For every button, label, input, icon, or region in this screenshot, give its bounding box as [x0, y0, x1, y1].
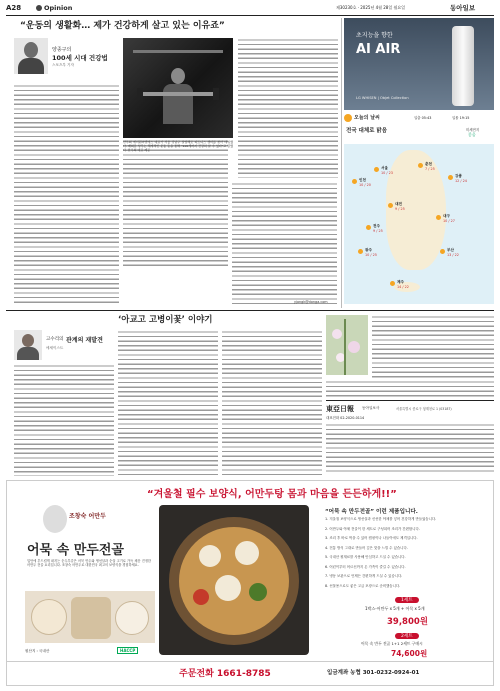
- page-number: A28: [6, 4, 22, 12]
- weather-city-temp: 9 / 25: [395, 207, 405, 211]
- ad-banner: [7, 481, 494, 503]
- author-photo: [14, 38, 48, 74]
- notice-address: 서울특별시 종로구 청계천로 1 (03187): [396, 407, 452, 411]
- sun-icon: [388, 203, 393, 208]
- column1-body-d: [238, 38, 338, 178]
- sun-icon: [436, 215, 441, 220]
- sunrise: 일출 05:43: [414, 116, 432, 120]
- notice-masthead: 東亞日報: [326, 405, 354, 413]
- weather-city-temp: 10 / 20: [359, 183, 371, 187]
- weather-city-name: 대구: [443, 214, 450, 218]
- set2-price: 74,600원: [391, 649, 428, 658]
- weather-city-name: 대전: [395, 202, 402, 206]
- ad-title: 어묵 속 만두전골: [27, 543, 124, 558]
- weather-city-name: 인천: [359, 178, 366, 182]
- weather-city-name: 제주: [397, 280, 404, 284]
- order-phone[interactable]: 주문전화 1661-8785: [179, 669, 271, 679]
- product-photo-left: [25, 591, 155, 643]
- weather-city-temp: 10 / 23: [381, 171, 393, 175]
- lg-ad[interactable]: [344, 18, 494, 110]
- hotpot-photo: [159, 505, 309, 655]
- notice-box: [326, 400, 494, 476]
- author2-name: 고수리의: [46, 337, 64, 342]
- ad-feature-item: 6. 어린이부터 어르신까지 온 가족이 즐길 수 있습니다.: [325, 564, 406, 569]
- weather-city-name: 전주: [373, 224, 380, 228]
- weather-city: [388, 202, 428, 216]
- sun-icon: [448, 175, 453, 180]
- dust-label: 미세먼지: [466, 128, 480, 132]
- lg-ad-tagline: 초지능을 향한: [356, 32, 393, 39]
- weather-city-temp: 9 / 25: [373, 229, 383, 233]
- series2-name: 관계의 재발견: [66, 337, 103, 344]
- ad-banner-text: “겨울철 필수 보양식, 어만두탕 몸과 마음을 든든하게!!”: [147, 489, 397, 500]
- sunset: 일몰 19:15: [452, 116, 470, 120]
- author2-role: 에세이스트: [46, 346, 64, 350]
- ad-origin: 원산지 : 국내산: [25, 649, 50, 653]
- weather-city-name: 서울: [381, 166, 388, 170]
- ad-subtitle: “어묵 속 만두전골” 이런 제품입니다.: [325, 509, 418, 515]
- notice-body: [326, 423, 494, 475]
- weather-city-name: 부산: [447, 248, 454, 252]
- column2-body-a: [14, 364, 114, 476]
- ad-feature-item: 2. 어만두와 야채 전골이 한 세트로 구성되어 조리가 간편합니다.: [325, 526, 420, 531]
- section-rule-1: [6, 310, 494, 311]
- air-purifier-image: [452, 26, 474, 106]
- weather-subtitle: 전국 대체로 맑음: [346, 128, 388, 134]
- flower-photo: [326, 315, 368, 375]
- column2-body-d: [372, 315, 494, 385]
- weather-city: [436, 214, 476, 228]
- set1-box[interactable]: [347, 597, 477, 631]
- weather-city-name: 광주: [365, 248, 372, 252]
- set2-box[interactable]: [347, 633, 477, 661]
- gym-photo-caption: 한우희 에이원씨엔에스 대표가 서울 강남구 실업해로 피트니스 센터를 찾아 데뷔했다. 배회문 상무는 체계적인 운동 등을 통해 "100세까지 건강히 살 수 있다"고 말했다. 한우희 대표 제공: [123, 140, 233, 153]
- column2-body-b: [118, 330, 218, 476]
- haccp-badge: HACCP: [117, 647, 138, 654]
- section-icon: [36, 5, 42, 11]
- ad-feature-item: 1. 겨울철 보양식으로 생선살과 신선한 야채를 넣어 건강하게 만들었습니다.: [325, 517, 437, 521]
- weather-city: [448, 174, 488, 188]
- section-name: Opinion: [44, 4, 73, 12]
- weather-city-temp: 7 / 25: [425, 167, 435, 171]
- sun-icon: [440, 249, 445, 254]
- author-name: 양종구의: [52, 47, 72, 53]
- ad-footer: [7, 661, 494, 686]
- sun-icon: [374, 167, 379, 172]
- issue-info: 제30230호 · 2025년 4월 28일 월요일: [336, 5, 406, 10]
- author2-photo: [14, 330, 42, 360]
- order-account: 입금계좌 농협 301-0232-0924-01: [327, 670, 420, 676]
- weather-box: [344, 114, 494, 304]
- notice-company: 동아일보사: [362, 406, 380, 410]
- column1-body-c: [232, 182, 337, 306]
- gym-photo: [123, 38, 233, 138]
- sun-icon: [418, 163, 423, 168]
- lg-ad-product: AI AIR: [356, 42, 401, 57]
- sun-icon: [366, 225, 371, 230]
- weather-city-temp: 10 / 25: [365, 253, 377, 257]
- sun-icon: [390, 281, 395, 286]
- weather-city-temp: 13 / 22: [447, 253, 459, 257]
- weather-title: 오늘의 날씨: [354, 115, 380, 121]
- weather-map: [344, 144, 494, 304]
- divider-right: [341, 18, 342, 308]
- weather-city: [352, 178, 392, 192]
- ad-feature-list: [325, 517, 485, 597]
- notice-phone: 대표전화 02-2020-0114: [326, 416, 365, 420]
- set1-desc: 1박스-어만두 x 5개 + 어묵 x 5개: [365, 606, 425, 611]
- weather-city-name: 춘천: [425, 162, 432, 166]
- weather-city: [358, 248, 398, 262]
- chef-icon: [43, 505, 67, 533]
- sun-icon: [352, 179, 357, 184]
- set2-label: 2세트: [395, 633, 419, 639]
- author-email: yjongk@donga.com: [294, 300, 328, 304]
- ad-desc: 입안에 부드럽게 퍼지는 순두부같은 어묵 만두와 생선살과 순살 고기로 가득 채운 진정한 어만두 전골 요리입니다. 조창숙 어만두로 대한민국 최고의 보양식을 경험하세요.: [27, 559, 151, 568]
- weather-city-list: [344, 144, 494, 304]
- ad-logo: [43, 503, 123, 535]
- weather-city-name: 강릉: [455, 174, 462, 178]
- set1-label: 1세트: [395, 597, 419, 603]
- series-name: 100세 시대 건강법: [52, 54, 108, 62]
- column1-headline: “운동의 생활화… 제가 건강하게 살고 있는 이유죠”: [20, 21, 225, 31]
- masthead-small: 동아일보: [450, 4, 476, 12]
- ad-feature-item: 8. 선물용으로도 좋은 고급 포장으로 준비했습니다.: [325, 583, 401, 588]
- weather-city-temp: 10 / 27: [443, 219, 455, 223]
- weather-city-temp: 12 / 24: [455, 179, 467, 183]
- column2-body-c: [222, 330, 322, 476]
- ad-feature-item: 4. 전통 방식 그대로 만들어 깊은 맛을 느낄 수 있습니다.: [325, 545, 408, 550]
- set1-price: 39,800원: [387, 617, 429, 627]
- header-rule: [6, 15, 494, 16]
- weather-city-temp: 14 / 22: [397, 285, 409, 289]
- food-ad[interactable]: [6, 480, 494, 686]
- weather-city: [440, 248, 480, 262]
- page-header: [6, 3, 494, 15]
- weather-icon: [344, 114, 352, 122]
- ad-feature-item: 3. 조리 후 바로 먹을 수 있어 캠핑이나 나들이에도 제격입니다.: [325, 536, 418, 540]
- ad-feature-item: 5. 국내산 원재료를 사용해 안심하고 드실 수 있습니다.: [325, 555, 406, 559]
- column1-body-a: [14, 84, 119, 306]
- weather-city: [390, 280, 430, 294]
- lg-ad-brand: LG WHISEN | Objet Collection: [356, 96, 409, 100]
- author-role: 스포츠부 기자: [52, 63, 74, 67]
- set2-desc: 어묵 속 만두 전골 1+1 2세트 구매시: [361, 641, 423, 646]
- column2-body-e: [326, 380, 494, 398]
- sun-icon: [358, 249, 363, 254]
- column2-headline: ‘아교고 고병이꽃’ 이야기: [118, 315, 213, 325]
- dust-value: 좋음: [468, 132, 476, 137]
- ad-feature-item: 7. 냉동 보관으로 언제든 간편하게 드실 수 있습니다.: [325, 574, 403, 578]
- ad-logo-text: 조창숙 어만두: [69, 513, 106, 520]
- weather-city: [366, 224, 406, 238]
